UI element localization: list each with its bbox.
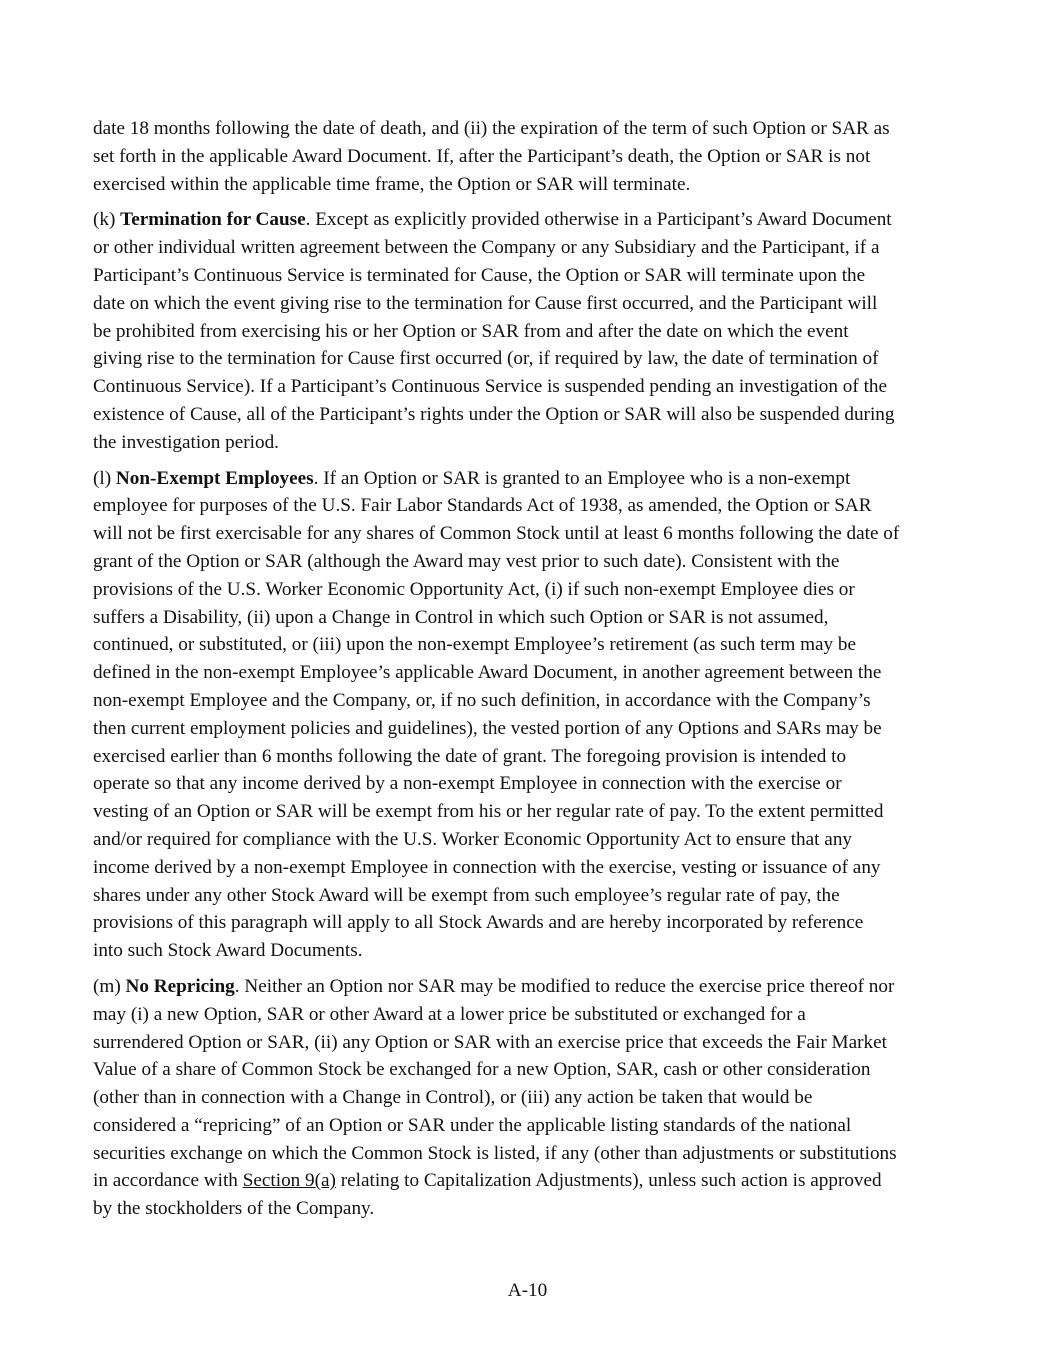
text-line: by the stockholders of the Company.: [93, 1198, 375, 1220]
text-line: grant of the Option or SAR (although the Award may vest prior to such date). Consistent with the: [93, 550, 840, 572]
text-span: in accordance with: [93, 1170, 243, 1192]
section-label: (l): [93, 467, 116, 489]
text-line: considered a “repricing” of an Option or SAR under the applicable listing standards of the national: [93, 1114, 852, 1136]
section-heading: No Repricing: [125, 975, 235, 997]
text-line: exercised within the applicable time frame, the Option or SAR will terminate.: [93, 173, 691, 195]
text-line: [93, 1167, 968, 1195]
section-label: (k): [93, 209, 121, 231]
text-line: the investigation period.: [93, 431, 279, 453]
text-line: surrendered Option or SAR, (ii) any Option or SAR with an exercise price that exceeds the Fair Market: [93, 1031, 887, 1053]
text-line: be prohibited from exercising his or her Option or SAR from and after the date on which the event: [93, 320, 849, 342]
text-line: shares under any other Stock Award will be exempt from such employee’s regular rate of pay, the: [93, 884, 840, 906]
paragraph-l-non-exempt-employees: [93, 465, 968, 965]
section-9a-link[interactable]: Section 9(a): [242, 1170, 336, 1192]
text-line: then current employment policies and guidelines), the vested portion of any Options and SARs may be: [93, 717, 882, 739]
text-line: income derived by a non-exempt Employee in connection with the exercise, vesting or issuance of any: [93, 856, 881, 878]
text-line: defined in the non-exempt Employee’s applicable Award Document, in another agreement between the: [93, 662, 882, 684]
text-line: or other individual written agreement between the Company or any Subsidiary and the Participant, if a: [93, 237, 880, 259]
text-line: provisions of the U.S. Worker Economic Opportunity Act, (i) if such non-exempt Employee dies or: [93, 578, 855, 600]
section-label: (m): [93, 975, 126, 997]
text-line: into such Stock Award Documents.: [93, 940, 363, 962]
text-span: relating to Capitalization Adjustments), unless such action is approved: [335, 1170, 882, 1192]
text-line: operate so that any income derived by a non-exempt Employee in connection with the exercise or: [93, 773, 842, 795]
text-line: continued, or substituted, or (iii) upon the non-exempt Employee’s retirement (as such term may be: [93, 634, 857, 656]
section-heading: Non-Exempt Employees: [115, 467, 314, 489]
paragraph-k-termination-for-cause: [93, 206, 968, 456]
text-line: Value of a share of Common Stock be exchanged for a new Option, SAR, cash or other consideration: [93, 1059, 871, 1081]
paragraph-m-no-repricing: [93, 973, 968, 1223]
text-line: employee for purposes of the U.S. Fair Labor Standards Act of 1938, as amended, the Option or SAR: [93, 495, 872, 517]
text-line: (other than in connection with a Change in Control), or (iii) any action be taken that would be: [93, 1087, 813, 1109]
text-line: [93, 973, 968, 1001]
text-line: suffers a Disability, (ii) upon a Change in Control in which such Option or SAR is not assumed,: [93, 606, 829, 628]
text-line: date on which the event giving rise to the termination for Cause first occurred, and the Participant will: [93, 292, 878, 314]
text-line: [93, 465, 968, 493]
text-line: [93, 206, 968, 234]
text-line: giving rise to the termination for Cause first occurred (or, if required by law, the date of termination of: [93, 348, 879, 370]
section-heading: Termination for Cause: [120, 209, 306, 231]
text-line: non-exempt Employee and the Company, or, if no such definition, in accordance with the Company’s: [93, 689, 871, 711]
text-line: vesting of an Option or SAR will be exempt from his or her regular rate of pay. To the extent permitted: [93, 801, 884, 823]
text-line: Continuous Service). If a Participant’s Continuous Service is suspended pending an investigation of the: [93, 376, 888, 398]
page-number: A-10: [507, 1280, 548, 1301]
text-span: . If an Option or SAR is granted to an Employee who is a non-exempt: [313, 467, 851, 489]
text-line: provisions of this paragraph will apply to all Stock Awards and are hereby incorporated by reference: [93, 912, 864, 934]
text-line: Participant’s Continuous Service is terminated for Cause, the Option or SAR will terminate upon the: [93, 264, 866, 286]
text-span: . Except as explicitly provided otherwise in a Participant’s Award Document: [305, 209, 892, 231]
text-line: date 18 months following the date of death, and (ii) the expiration of the term of such Option or SAR as: [93, 118, 890, 139]
text-line: may (i) a new Option, SAR or other Award at a lower price be substituted or exchanged for a: [93, 1003, 806, 1025]
paragraph-j-continued: [93, 115, 968, 198]
text-line: exercised earlier than 6 months following the date of grant. The foregoing provision is intended to: [93, 745, 847, 767]
text-line: will not be first exercisable for any shares of Common Stock until at least 6 months following the date of: [93, 523, 900, 545]
text-line: and/or required for compliance with the U.S. Worker Economic Opportunity Act to ensure that any: [93, 828, 853, 850]
text-line: existence of Cause, all of the Participant’s rights under the Option or SAR will also be suspended during: [93, 403, 895, 425]
text-line: securities exchange on which the Common Stock is listed, if any (other than adjustments or substitutions: [93, 1142, 897, 1164]
document-body: [93, 115, 968, 1231]
text-span: . Neither an Option nor SAR may be modified to reduce the exercise price thereof nor: [234, 975, 895, 997]
text-line: set forth in the applicable Award Document. If, after the Participant’s death, the Option or SAR is not: [93, 145, 871, 167]
